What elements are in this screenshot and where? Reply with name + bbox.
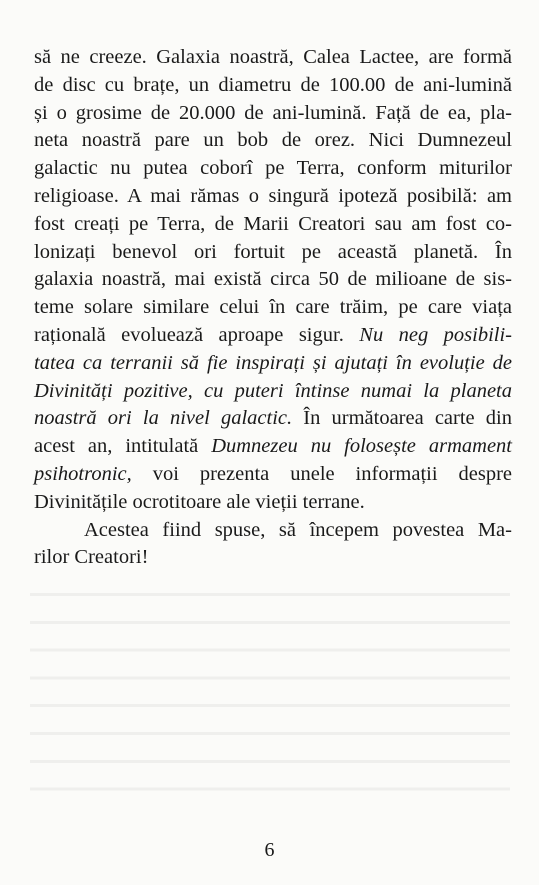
text-line: [34, 461, 512, 489]
text-line: [34, 433, 512, 461]
text-line: [34, 183, 512, 211]
text-segment: lonizați benevol ori fortuit pe această planetă. În: [34, 240, 512, 263]
text-line: [34, 72, 512, 100]
text-line: [34, 378, 512, 406]
text-line: [34, 266, 512, 294]
text-line: [34, 405, 512, 433]
text-line: [34, 44, 512, 72]
text-line: [34, 294, 512, 322]
text-line: [34, 350, 512, 378]
text-segment: acest an, intitulată: [34, 435, 212, 458]
text-line: [34, 127, 512, 155]
text-line: [34, 322, 512, 350]
text-line: [34, 544, 512, 572]
text-segment: Divinitățile ocrotitoare ale vieții terrane.: [34, 490, 365, 513]
text-line: [34, 517, 512, 545]
body-text: [34, 44, 512, 572]
text-line: [34, 100, 512, 128]
text-line: [34, 155, 512, 183]
text-segment: În următoarea carte din: [292, 407, 512, 430]
text-segment: voi prezenta unele informații despre: [131, 462, 512, 485]
italic-text-segment: Dumnezeu nu folosește armament: [211, 435, 512, 458]
text-segment: și o grosime de 20.000 de ani-lumină. Față de ea, pla-: [34, 101, 512, 124]
text-segment: rilor Creatori!: [34, 546, 149, 569]
text-line: [34, 239, 512, 267]
text-segment: galaxia noastră, mai există circa 50 de milioane de sis-: [34, 268, 512, 291]
italic-text-segment: Nu neg posibili-: [359, 323, 512, 346]
text-segment: Acestea fiind spuse, să începem povestea Ma-: [84, 518, 512, 541]
text-segment: fost creați pe Terra, de Marii Creatori sau am fost co-: [34, 212, 512, 235]
bleed-through-text: [30, 575, 510, 805]
text-segment: galactic nu putea coborî pe Terra, conform miturilor: [34, 157, 512, 180]
text-segment: de disc cu brațe, un diametru de 100.00 de ani-lumină: [34, 73, 512, 96]
text-segment: religioase. A mai rămas o singură ipoteză posibilă: am: [34, 184, 512, 207]
text-line: [34, 211, 512, 239]
text-segment: teme solare similare celui în care trăim, pe care viața: [34, 296, 512, 319]
text-line: [34, 489, 512, 517]
italic-text-segment: tatea ca terranii să fie inspirați și ajutați în evoluție de: [34, 351, 512, 374]
text-segment: rațională evoluează aproape sigur.: [34, 323, 360, 346]
italic-text-segment: noastră ori la nivel galactic.: [34, 407, 293, 430]
italic-text-segment: psihotronic,: [34, 462, 132, 485]
text-segment: să ne creeze. Galaxia noastră, Calea Lactee, are formă: [34, 46, 512, 68]
text-segment: neta noastră pare un bob de orez. Nici Dumnezeul: [34, 129, 512, 152]
italic-text-segment: Divinități pozitive, cu puteri întinse numai la planeta: [34, 379, 512, 402]
page-number: 6: [264, 839, 275, 861]
